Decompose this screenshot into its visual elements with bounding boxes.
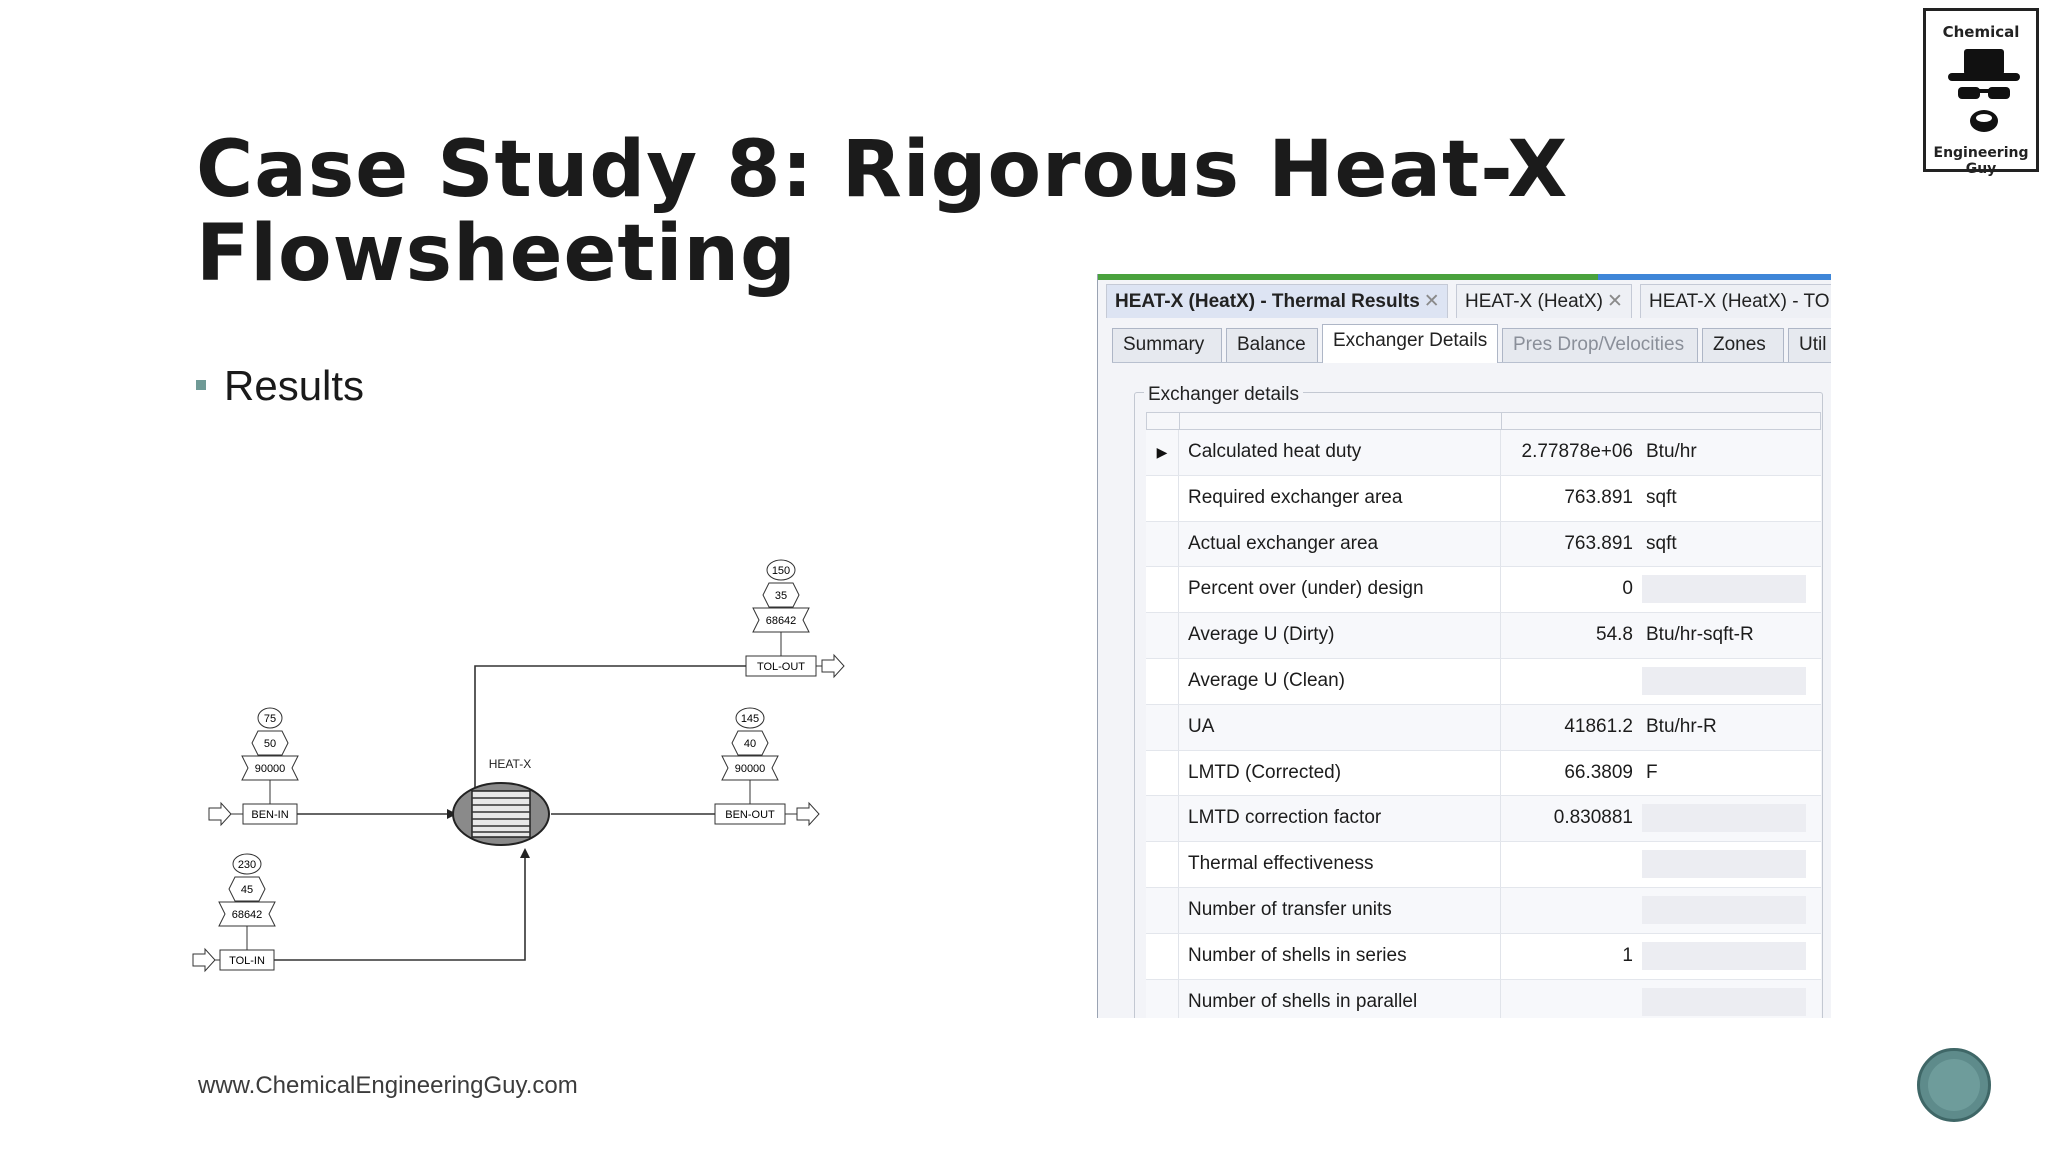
row-unit: Btu/hr-sqft-R [1646, 624, 1754, 646]
table-row[interactable] [1146, 888, 1821, 934]
row-unit: Btu/hr-R [1646, 715, 1717, 737]
slide-title-line-1: Case Study 8: Rigorous Heat-X [196, 125, 1569, 215]
row-selector[interactable] [1146, 567, 1179, 612]
row-selector[interactable] [1146, 705, 1179, 750]
table-row[interactable] [1146, 705, 1821, 751]
row-unit-empty [1642, 850, 1806, 878]
row-selector[interactable] [1146, 522, 1179, 567]
footer-url[interactable]: www.ChemicalEngineeringGuy.com [198, 1072, 578, 1099]
row-selector-arrow-icon[interactable]: ▶ [1146, 430, 1179, 475]
ben-out-stream[interactable] [715, 708, 819, 825]
row-name: LMTD (Corrected) [1188, 761, 1342, 783]
ben-in-flow: 90000 [254, 763, 286, 775]
heatx-block-label: HEAT-X [488, 757, 532, 771]
row-selector[interactable] [1146, 613, 1179, 658]
window-top-bar [1098, 274, 1831, 280]
table-header [1146, 412, 1821, 430]
row-name: Number of shells in parallel [1188, 990, 1418, 1012]
row-name: Average U (Dirty) [1188, 624, 1335, 646]
product-arrow-icon [822, 655, 844, 677]
table-row[interactable] [1146, 567, 1821, 613]
product-arrow-icon [797, 803, 819, 825]
row-unit-empty [1642, 667, 1806, 695]
close-icon[interactable]: ✕ [1606, 291, 1623, 312]
tab-exchanger-details[interactable]: Exchanger Details [1322, 324, 1498, 363]
tol-in-label: TOL-IN [229, 955, 265, 967]
row-unit: F [1646, 761, 1658, 783]
row-selector[interactable] [1146, 980, 1179, 1018]
tol-out-temp: 150 [771, 565, 791, 577]
table-row[interactable] [1146, 934, 1821, 980]
ben-in-pres: 50 [263, 738, 277, 750]
feed-arrow-icon [193, 949, 215, 971]
ben-out-temp: 145 [740, 713, 760, 725]
ben-out-pres: 40 [743, 738, 757, 750]
row-name: Percent over (under) design [1188, 578, 1424, 600]
bullet-icon [196, 380, 206, 390]
row-selector[interactable] [1146, 659, 1179, 704]
row-unit-empty [1642, 942, 1806, 970]
row-selector[interactable] [1146, 751, 1179, 796]
feed-arrow-icon [209, 803, 231, 825]
row-unit: sqft [1646, 532, 1677, 554]
row-value [1500, 980, 1633, 1018]
row-value [1500, 888, 1633, 933]
document-tabs [1106, 284, 1831, 318]
ben-out-flow: 90000 [734, 763, 766, 775]
row-selector[interactable] [1146, 842, 1179, 887]
heatx-results-window [1097, 274, 1831, 1018]
row-selector[interactable] [1146, 934, 1179, 979]
row-name: Required exchanger area [1188, 486, 1403, 508]
table-row[interactable] [1146, 842, 1821, 888]
hat-glasses-icon [1946, 45, 2022, 141]
exchanger-details-table [1146, 412, 1821, 1018]
logo-top-text: Chemical [1942, 23, 2020, 41]
tol-out-pres: 35 [774, 590, 788, 602]
row-unit-empty [1642, 804, 1806, 832]
doc-tab-label: HEAT-X (HeatX) - TO [1649, 291, 1830, 312]
table-row[interactable] [1146, 522, 1821, 568]
table-row[interactable] [1146, 430, 1821, 476]
row-name: Actual exchanger area [1188, 532, 1379, 554]
row-name: LMTD correction factor [1188, 807, 1382, 829]
table-row[interactable] [1146, 980, 1821, 1018]
row-name: Thermal effectiveness [1188, 853, 1374, 875]
tab-pres-drop-velocities[interactable]: Pres Drop/Velocities [1502, 328, 1698, 362]
tol-in-flow: 68642 [231, 909, 263, 921]
tol-out-flow: 68642 [765, 615, 797, 627]
group-label: Exchanger details [1144, 384, 1303, 406]
tab-summary[interactable]: Summary [1112, 328, 1222, 362]
doc-tab-label: HEAT-X (HeatX) - Thermal Results [1115, 291, 1420, 312]
row-unit-empty [1642, 988, 1806, 1016]
doc-tab-label: HEAT-X (HeatX) [1465, 291, 1603, 312]
form-tabs [1112, 324, 1831, 363]
row-name: Average U (Clean) [1188, 669, 1346, 691]
doc-tab-thermal-results[interactable] [1106, 284, 1448, 318]
row-selector[interactable] [1146, 888, 1179, 933]
table-row[interactable] [1146, 659, 1821, 705]
row-name: Calculated heat duty [1188, 441, 1362, 462]
row-value: 0.830881 [1500, 796, 1633, 841]
row-name: Number of shells in series [1188, 944, 1407, 966]
slide-title-line-2: Flowsheeting [196, 209, 797, 299]
table-row[interactable] [1146, 613, 1821, 659]
tab-utilities[interactable]: Util [1788, 328, 1831, 362]
logo [1923, 8, 2039, 177]
tol-in-temp: 230 [237, 859, 257, 871]
close-icon[interactable]: ✕ [1423, 291, 1440, 312]
bullet-results [196, 362, 364, 410]
ben-out-label: BEN-OUT [725, 809, 775, 821]
row-value: 763.891 [1500, 476, 1633, 521]
logo-bottom-text: Engineering Guy [1933, 145, 2029, 177]
ben-in-temp: 75 [263, 713, 277, 725]
row-value: 0 [1500, 567, 1633, 612]
row-unit: Btu/hr [1646, 441, 1697, 462]
tol-in-stream[interactable] [193, 854, 275, 971]
table-row[interactable] [1146, 796, 1821, 842]
row-value [1500, 842, 1633, 887]
ben-in-label: BEN-IN [251, 809, 289, 821]
row-selector[interactable] [1146, 476, 1179, 521]
tol-out-label: TOL-OUT [756, 661, 806, 673]
tol-in-pres: 45 [240, 884, 254, 896]
doc-tab-heatx-to[interactable] [1640, 284, 1831, 318]
row-value [1500, 659, 1633, 704]
row-unit-empty [1642, 896, 1806, 924]
row-value: 763.891 [1500, 522, 1633, 567]
ben-in-stream[interactable] [209, 708, 298, 825]
row-value: 54.8 [1500, 613, 1633, 658]
slide-nav-button[interactable] [1917, 1048, 1991, 1122]
row-value: 1 [1500, 934, 1633, 979]
heatx-block-icon[interactable] [453, 783, 549, 845]
tab-balance[interactable]: Balance [1226, 328, 1318, 362]
table-row[interactable] [1146, 476, 1821, 522]
tol-out-stream[interactable] [746, 560, 844, 677]
bullet-text: Results [224, 362, 365, 409]
row-value: 2.77878e+06 [1500, 430, 1633, 475]
row-selector[interactable] [1146, 796, 1179, 841]
row-value: 41861.2 [1500, 705, 1633, 750]
row-name: Number of transfer units [1188, 898, 1392, 920]
slide-title [196, 125, 1596, 299]
table-row[interactable] [1146, 751, 1821, 797]
row-unit: sqft [1646, 486, 1677, 508]
row-unit-empty [1642, 575, 1806, 603]
row-name: UA [1188, 715, 1215, 737]
tab-zones[interactable]: Zones [1702, 328, 1784, 362]
tol-in-line [274, 850, 525, 960]
row-value: 66.3809 [1500, 751, 1633, 796]
doc-tab-heatx[interactable] [1456, 284, 1632, 318]
process-flowsheet [185, 548, 865, 988]
